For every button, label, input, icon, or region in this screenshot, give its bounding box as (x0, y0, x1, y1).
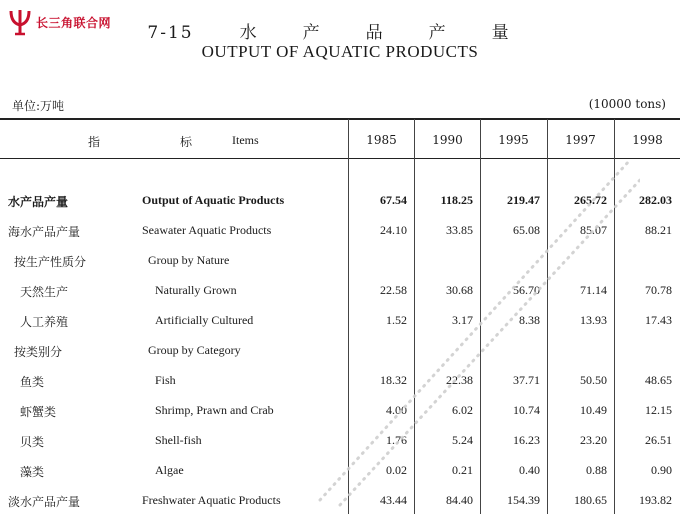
cell-value: 0.90 (651, 463, 672, 477)
cell-value: 85.07 (580, 223, 607, 237)
cell-value: 43.44 (380, 493, 407, 507)
cell-value: 3.17 (452, 313, 473, 327)
header-zhi: 指 (88, 135, 101, 149)
row-label-en: Naturally Grown (155, 283, 237, 297)
cell-value: 282.03 (639, 193, 672, 207)
cell-value: 219.47 (507, 193, 540, 207)
cell-value: 10.74 (513, 403, 540, 417)
row-label-cn: 天然生产 (20, 285, 69, 299)
table-top-rule (0, 118, 680, 120)
table-row (0, 193, 680, 223)
cell-value: 0.02 (386, 463, 407, 477)
cell-value: 30.68 (446, 283, 473, 297)
cell-value: 23.20 (580, 433, 607, 447)
row-label-cn: 藻类 (20, 465, 45, 479)
table-row (0, 343, 680, 373)
cell-value: 33.85 (446, 223, 473, 237)
cell-value: 37.71 (513, 373, 540, 387)
cell-value: 118.25 (440, 193, 473, 207)
row-label-cn: 海水产品产量 (8, 225, 81, 239)
cell-value: 70.78 (645, 283, 672, 297)
cell-value: 26.51 (645, 433, 672, 447)
header-year: 1998 (632, 133, 663, 147)
cell-value: 67.54 (380, 193, 407, 207)
cell-value: 193.82 (639, 493, 672, 507)
row-label-cn: 水产品产量 (8, 195, 69, 209)
cell-value: 22.38 (446, 373, 473, 387)
table-row (0, 313, 680, 343)
table-number: 7-15 (147, 23, 194, 43)
cell-value: 71.14 (580, 283, 607, 297)
title-char: 产 (302, 23, 322, 43)
cell-value: 6.02 (452, 403, 473, 417)
header-year: 1997 (565, 133, 596, 147)
cell-value: 0.21 (452, 463, 473, 477)
cell-value: 56.70 (513, 283, 540, 297)
cell-value: 12.15 (645, 403, 672, 417)
row-label-en: Fish (155, 373, 176, 387)
table-row (0, 223, 680, 253)
row-label-cn: 虾蟹类 (20, 405, 57, 419)
row-label-en: Group by Category (148, 343, 241, 357)
cell-value: 5.24 (452, 433, 473, 447)
row-label-en: Group by Nature (148, 253, 230, 267)
row-label-cn: 按生产性质分 (14, 255, 87, 269)
title-char: 量 (491, 23, 511, 43)
title-char: 产 (428, 23, 448, 43)
header-year: 1985 (366, 133, 397, 147)
header-items: Items (232, 133, 259, 147)
title-char: 品 (365, 23, 385, 43)
cell-value: 8.38 (519, 313, 540, 327)
page-title-english: OUTPUT OF AQUATIC PRODUCTS (201, 42, 479, 61)
cell-value: 265.72 (574, 193, 607, 207)
row-label-en: Seawater Aquatic Products (142, 223, 272, 237)
table-row (0, 373, 680, 403)
unit-label-en: (10000 tons) (588, 97, 666, 111)
table-row (0, 253, 680, 283)
row-label-en: Algae (155, 463, 184, 477)
cell-value: 48.65 (645, 373, 672, 387)
cell-value: 4.00 (386, 403, 407, 417)
table-row (0, 283, 680, 313)
table-row (0, 403, 680, 433)
logo-text: 长三角联合网 (36, 15, 112, 30)
cell-value: 10.49 (580, 403, 607, 417)
cell-value: 84.40 (446, 493, 473, 507)
row-label-cn: 人工养殖 (20, 315, 69, 329)
cell-value: 180.65 (574, 493, 607, 507)
row-label-en: Shrimp, Prawn and Crab (155, 403, 274, 417)
unit-label-cn: 单位:万吨 (12, 99, 65, 113)
cell-value: 50.50 (580, 373, 607, 387)
row-label-en: Artificially Cultured (155, 313, 254, 327)
row-label-en: Shell-fish (155, 433, 202, 447)
cell-value: 1.52 (386, 313, 407, 327)
cell-value: 154.39 (507, 493, 540, 507)
table-row (0, 433, 680, 463)
row-label-cn: 鱼类 (20, 375, 45, 389)
table-row (0, 493, 680, 523)
row-label-cn: 淡水产品产量 (8, 495, 81, 509)
page-title-chinese (0, 18, 680, 43)
table-row (0, 463, 680, 493)
cell-value: 0.88 (586, 463, 607, 477)
cell-value: 24.10 (380, 223, 407, 237)
cell-value: 88.21 (645, 223, 672, 237)
header-year: 1995 (498, 133, 529, 147)
cell-value: 18.32 (380, 373, 407, 387)
row-label-cn: 贝类 (20, 435, 45, 449)
row-label-en: Output of Aquatic Products (142, 193, 285, 207)
cell-value: 1.76 (386, 433, 407, 447)
header-biao: 标 (180, 135, 193, 149)
cell-value: 17.43 (645, 313, 672, 327)
header-year: 1990 (432, 133, 463, 147)
cell-value: 0.40 (519, 463, 540, 477)
title-char: 水 (239, 23, 259, 43)
cell-value: 16.23 (513, 433, 540, 447)
row-label-en: Freshwater Aquatic Products (142, 493, 281, 507)
table-header-rule (0, 158, 680, 159)
cell-value: 22.58 (380, 283, 407, 297)
cell-value: 13.93 (580, 313, 607, 327)
cell-value: 65.08 (513, 223, 540, 237)
row-label-cn: 按类别分 (14, 345, 63, 359)
